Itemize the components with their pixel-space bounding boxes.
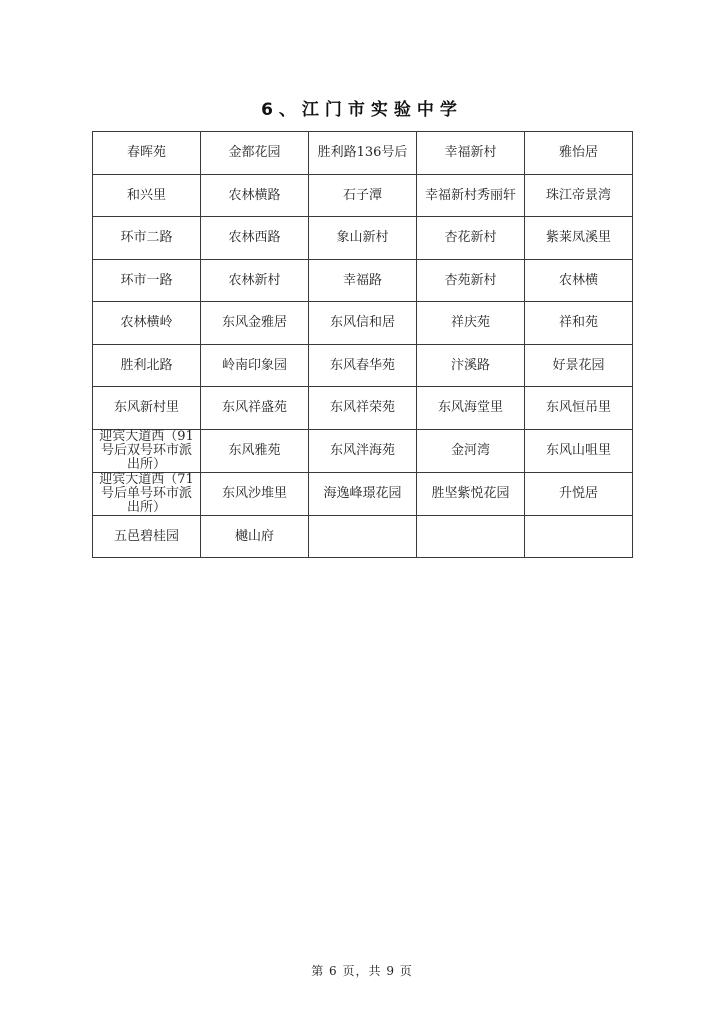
table-cell: 樾山府	[201, 515, 309, 558]
table-cell: 迎宾大道西（71号后单号环市派出所）	[93, 472, 201, 515]
page-title: 6、江门市实验中学	[261, 100, 463, 120]
table-row	[93, 217, 633, 260]
table-cell: 幸福新村	[417, 132, 525, 175]
table-cell: 东风春华苑	[309, 344, 417, 387]
table-cell: 东风雅苑	[201, 429, 309, 472]
residential-area-table	[92, 131, 633, 558]
table-cell: 农林横	[525, 259, 633, 302]
table-cell: 东风泮海苑	[309, 429, 417, 472]
table-cell: 东风恒吊里	[525, 387, 633, 430]
table-cell: 幸福新村秀丽轩	[417, 174, 525, 217]
table-row	[93, 259, 633, 302]
table-cell: 杏花新村	[417, 217, 525, 260]
table-row	[93, 344, 633, 387]
page-footer: 第 6 页，共 9 页	[311, 964, 413, 978]
table-cell: 东风祥盛苑	[201, 387, 309, 430]
table-cell: 环市二路	[93, 217, 201, 260]
table-cell: 东风海堂里	[417, 387, 525, 430]
table-cell: 祥和苑	[525, 302, 633, 345]
table-cell: 农林新村	[201, 259, 309, 302]
table-cell: 象山新村	[309, 217, 417, 260]
table-cell: 珠江帝景湾	[525, 174, 633, 217]
table-cell: 东风新村里	[93, 387, 201, 430]
table-cell: 春晖苑	[93, 132, 201, 175]
table-cell: 石子潭	[309, 174, 417, 217]
table-cell: 迎宾大道西（91号后双号环市派出所）	[93, 429, 201, 472]
table-cell: 汴溪路	[417, 344, 525, 387]
table-cell: 金都花园	[201, 132, 309, 175]
table-cell: 东风信和居	[309, 302, 417, 345]
table-cell: 祥庆苑	[417, 302, 525, 345]
table-cell: 杏苑新村	[417, 259, 525, 302]
table-cell: 紫莱凤溪里	[525, 217, 633, 260]
table-cell: 好景花园	[525, 344, 633, 387]
table-cell: 胜坚紫悦花园	[417, 472, 525, 515]
table-cell: 和兴里	[93, 174, 201, 217]
table-cell: 农林横路	[201, 174, 309, 217]
table-cell: 农林西路	[201, 217, 309, 260]
table-cell: 岭南印象园	[201, 344, 309, 387]
table-cell: 东风祥荣苑	[309, 387, 417, 430]
table-cell: 升悦居	[525, 472, 633, 515]
table-row	[93, 387, 633, 430]
table-cell: 东风山咀里	[525, 429, 633, 472]
table-cell: 农林横岭	[93, 302, 201, 345]
table-cell: 雅怡居	[525, 132, 633, 175]
table-row	[93, 302, 633, 345]
table-cell-empty	[417, 515, 525, 558]
table-cell-empty	[525, 515, 633, 558]
table-cell: 幸福路	[309, 259, 417, 302]
table-row	[93, 174, 633, 217]
table-cell: 胜利路136号后	[309, 132, 417, 175]
table-row	[93, 515, 633, 558]
table-cell-empty	[309, 515, 417, 558]
table-cell: 金河湾	[417, 429, 525, 472]
table-cell: 东风金雅居	[201, 302, 309, 345]
table-cell: 海逸峰璟花园	[309, 472, 417, 515]
table-row	[93, 472, 633, 515]
table-row	[93, 132, 633, 175]
table-cell: 胜利北路	[93, 344, 201, 387]
table-cell: 五邑碧桂园	[93, 515, 201, 558]
table-cell: 环市一路	[93, 259, 201, 302]
table-cell: 东风沙堆里	[201, 472, 309, 515]
table-row	[93, 429, 633, 472]
